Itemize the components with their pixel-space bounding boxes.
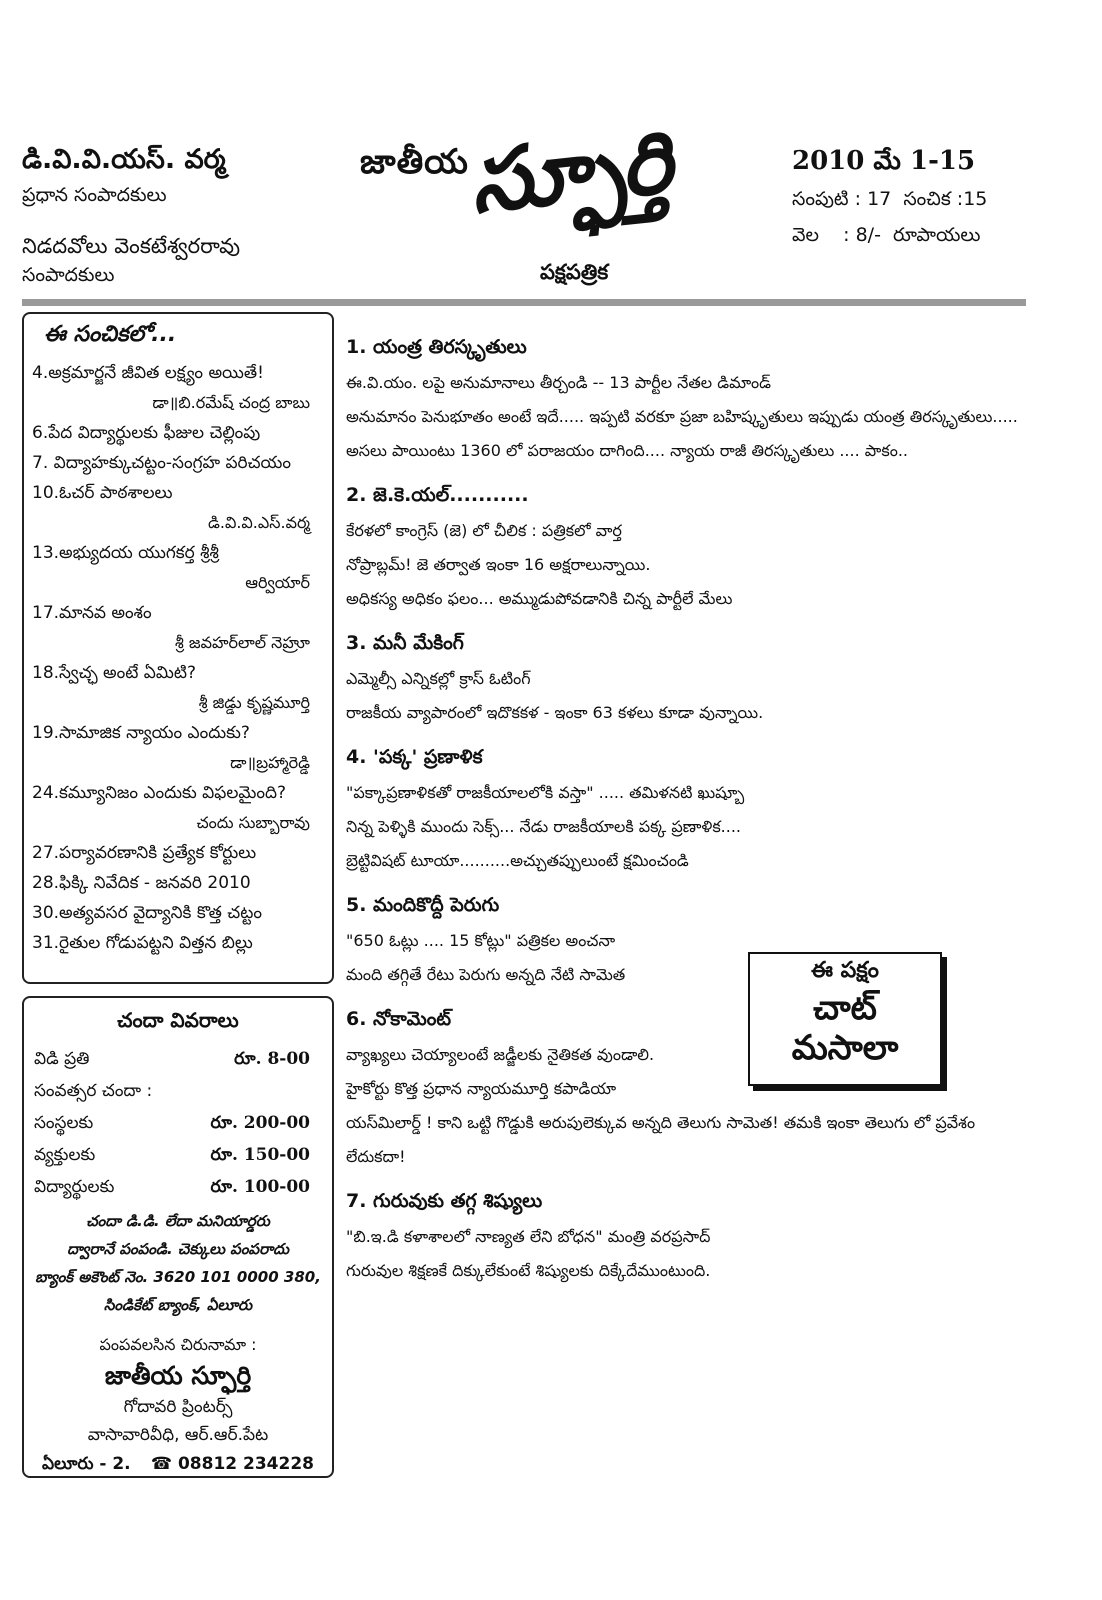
main-column: [346, 320, 1036, 1288]
price: వెల : 8/- రూపాయలు: [792, 224, 981, 246]
toc-item: 24.కమ్యూనిజం ఎందుకు విఫలమైంది?: [32, 783, 287, 803]
section: [346, 738, 1036, 878]
header-divider: [22, 299, 1026, 306]
masthead-logo: [465, 111, 690, 260]
note-line-4: సిండికేట్ బ్యాంక్, ఏలూరు: [103, 1296, 253, 1314]
section-line: ఈ.వి.యం. లపై అనుమానాలు తీర్చండి -- 13 పార్టీల నేతల డిమాండ్: [346, 373, 771, 392]
section-title: 3. మనీ మేకింగ్: [346, 632, 464, 654]
section-line: మంది తగ్గితే రేటు పెరుగు అన్నది నేటి సామెత: [346, 965, 626, 984]
toc-item: 27.పర్యావరణానికి ప్రత్యేక కోర్టులు: [32, 843, 257, 863]
subscription-row-price: రూ. 100-00: [210, 1177, 310, 1197]
table-of-contents: [22, 312, 334, 984]
toc-item-author: డా॥బి.రమేష్ చంద్ర బాబు: [152, 393, 310, 412]
subscription-row-label: వ్యక్తులకు: [34, 1145, 96, 1165]
toc-item-author: డి.వి.వి.ఎస్.వర్మ: [208, 513, 310, 532]
toc-item: 7. విద్యాహక్కుచట్టం-సంగ్రహ పరిచయం: [32, 453, 292, 473]
city: ఏలూరు - 2.: [42, 1454, 131, 1474]
single-copy-label: విడి ప్రతి: [34, 1049, 90, 1069]
toc-item: 4.అక్రమార్జనే జీవిత లక్ష్యం అయితే!: [32, 363, 264, 383]
section-line: బ్రెట్టివిషట్ టూయా..........అచ్చుతప్పులుంటే క్షమించండి: [346, 851, 689, 870]
phone: ☎ 08812 234228: [150, 1454, 314, 1474]
section-title: 4. 'పక్క' ప్రణాళిక: [346, 746, 483, 768]
section-line: నోప్రాబ్లమ్! జె తర్వాత ఇంకా 16 అక్షరాలున్నాయి.: [346, 555, 651, 574]
toc-item: 6.పేద విద్యార్థులకు ఫీజుల చెల్లింపు: [32, 423, 261, 443]
section-line: రాజకీయ వ్యాపారంలో ఇదొకకళ - ఇంకా 63 కళలు కూడా వున్నాయి.: [346, 703, 764, 722]
toc-list: [32, 358, 324, 958]
chat-box-line-1: ఈ పక్షం: [811, 958, 879, 983]
note-line-2: ద్వారానే పంపండి. చెక్కులు పంపరాదు: [67, 1240, 289, 1258]
city-phone-row: [34, 1449, 322, 1479]
section-line: వ్యాఖ్యలు చెయ్యాలంటే జడ్జీలకు నైతికత వుండాలి.: [346, 1045, 655, 1064]
issue-date: 2010 మే 1-15: [792, 146, 976, 176]
section-line: "650 ఓట్లు .... 15 కోట్లు" పత్రికల అంచనా: [346, 931, 616, 950]
section-line: కేరళలో కాంగ్రెస్ (జె) లో చీలిక : పత్రికలో వార్త: [346, 521, 622, 540]
section-line: అనుమానం పెనుభూతం అంటే ఇదే..... ఇప్పటి వరకూ ప్రజా బహిష్కృతులు ఇప్పుడు యంత్ర తిరస్కృతులు..... అసలు పాయింటు 1360 లో పరాజయం దాగింది.... న్యాయ రాజీ తిరస్కృతులు .... పాకం..: [346, 407, 1018, 460]
toc-title: ఈ సంచికలో...: [44, 322, 177, 347]
section-line: "పక్కాప్రణాళికతో రాజకీయాలలోకి వస్తా" ..... తమిళనటి ఖుష్బూ: [346, 783, 745, 802]
editor-role: సంపాదకులు: [22, 264, 115, 286]
issue: సంచిక :15: [903, 188, 988, 210]
editor-name: నిడదవోలు వెంకటేశ్వరరావు: [22, 234, 241, 258]
toc-item-author: శ్రీ జిడ్డు కృష్ణమూర్తి: [198, 693, 310, 712]
masthead-frequency: పక్షపత్రిక: [540, 260, 609, 284]
toc-item-author: చందు సుబ్బారావు: [196, 813, 310, 832]
toc-item: 10.ఓచర్ పాఠశాలలు: [32, 483, 173, 503]
toc-item: 19.సామాజిక న్యాయం ఎందుకు?: [32, 723, 250, 743]
section-line: యస్‌మిలార్డ్ ! కాని ఒట్టి గొడ్డుకి అరుపులెక్కువ అన్నది తెలుగు సామెత! తమకి ఇంకా తెలుగు లో ప్రవేశం లేదుకదా!: [346, 1113, 976, 1166]
chat-box-line-3: మసాలా: [791, 1028, 899, 1068]
subscription-row-label: విద్యార్థులకు: [34, 1177, 115, 1197]
section-title: 2. జె.కె.యల్...........: [346, 484, 529, 506]
subscription-row: [34, 1171, 322, 1203]
note-line-3: బ్యాంక్ అకౌంట్ నెం. 3620 101 0000 380,: [35, 1268, 321, 1286]
section: [346, 624, 1036, 730]
subscription-row: [34, 1139, 322, 1171]
masthead-logo-text: స్ఫూర్తి: [465, 111, 673, 234]
toc-item: 17.మానవ అంశం: [32, 603, 152, 623]
section-line: నిన్న పెళ్ళికి ముందు సెక్స్... నేడు రాజకీయాలకి పక్క ప్రణాళిక....: [346, 817, 742, 836]
single-copy-row: [34, 1043, 322, 1075]
street-address: వాసావారివీధి, ఆర్.ఆర్.పేట: [87, 1425, 269, 1445]
toc-item: 13.అభ్యుదయ యుగకర్త శ్రీశ్రీ: [32, 543, 219, 563]
section-line: "బి.ఇ.డి కళాశాలలో నాణ్యత లేని బోధన" మంత్రి వరప్రసాద్: [346, 1227, 711, 1246]
subscription-title: చందా వివరాలు: [117, 1008, 239, 1032]
section: [346, 328, 1036, 468]
subscription-box: [22, 996, 334, 1478]
masthead-jatheeya: జాతీయ: [360, 142, 469, 182]
section-title: 6. నోకామెంట్: [346, 1008, 452, 1030]
volume-issue: [792, 188, 993, 215]
toc-item-author: ఆర్వియార్: [245, 573, 310, 592]
subscription-row-price: రూ. 200-00: [210, 1113, 310, 1133]
chat-masala-box: [748, 952, 942, 1086]
toc-item-author: శ్రీ జవహర్‌లాల్ నెహ్రూ: [175, 633, 310, 652]
chat-box-line-2: చాట్: [813, 988, 877, 1028]
toc-item: 30.అత్యవసర వైద్యానికి కొత్త చట్టం: [32, 903, 262, 923]
subscription-rows: [34, 1107, 322, 1203]
toc-item: 31.రైతుల గోడుపట్టని విత్తన బిల్లు: [32, 933, 253, 953]
section-line: ఎమ్మెల్సీ ఎన్నికల్లో క్రాస్ ఓటింగ్: [346, 669, 531, 688]
chief-editor-name: డి.వి.వి.యస్. వర్మ: [22, 144, 226, 175]
section-title: 5. మందికొద్దీ పెరుగు: [346, 894, 500, 916]
section: [346, 1182, 1036, 1288]
toc-item: 18.స్వేచ్ఛ అంటే ఏమిటి?: [32, 663, 197, 683]
subscription-row-price: రూ. 150-00: [210, 1145, 310, 1165]
section-line: గురువుల శిక్షణకే దిక్కులేకుంటే శిష్యులకు దిక్కేదేముంటుంది.: [346, 1261, 711, 1280]
section-title: 1. యంత్ర తిరస్కృతులు: [346, 336, 527, 358]
subscription-row: [34, 1107, 322, 1139]
publication-brand: జాతీయ స్ఫూర్తి: [104, 1361, 252, 1390]
send-address-label: పంపవలసిన చిరునామా :: [99, 1335, 257, 1354]
section-title: 7. గురువుకు తగ్గ శిష్యులు: [346, 1190, 543, 1212]
toc-item-author: డా॥బ్రహ్మారెడ్డి: [230, 753, 310, 772]
note-line-1: చందా డి.డి. లేదా మనియార్డరు: [86, 1212, 270, 1230]
annual-label-row: [34, 1075, 322, 1107]
subscription-row-label: సంస్థలకు: [34, 1113, 94, 1133]
section-line: హైకోర్టు కొత్త ప్రధాన న్యాయమూర్తి కపాడియా: [346, 1079, 617, 1098]
annual-label: సంవత్సర చందా :: [34, 1081, 153, 1101]
section: [346, 476, 1036, 616]
subscription-note: [34, 1207, 322, 1319]
printer-name: గోదావరి ప్రింటర్స్: [123, 1397, 233, 1417]
section-line: అధికస్య అధికం ఫలం... అమ్ముడుపోవడానికి చిన్న పార్టీలే మేలు: [346, 589, 733, 608]
chief-editor-role: ప్రధాన సంపాదకులు: [22, 184, 167, 206]
volume: సంపుటి : 17: [792, 188, 892, 210]
toc-item: 28.ఫిక్కి నివేదిక - జనవరి 2010: [32, 873, 251, 893]
single-copy-price: రూ. 8-00: [234, 1049, 310, 1069]
